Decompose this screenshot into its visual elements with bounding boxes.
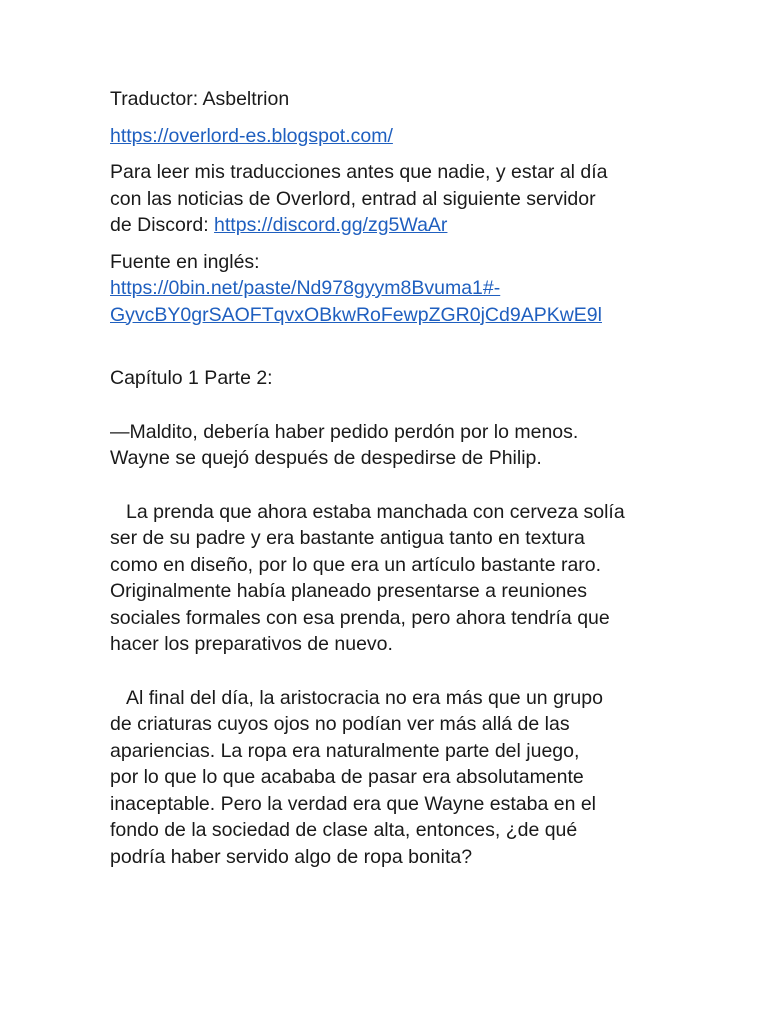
body-line: de criaturas cuyos ojos no podían ver más allá de las bbox=[110, 713, 570, 735]
blank-line bbox=[110, 355, 710, 365]
body-line: inaceptable. Pero la verdad era que Wayne estaba en el bbox=[110, 792, 597, 815]
body-paragraph-3 bbox=[110, 685, 710, 871]
body-line: —Maldito, debería haber pedido perdón por lo menos. bbox=[110, 420, 579, 443]
blank-line bbox=[110, 392, 710, 419]
body-line: podría haber servido algo de ropa bonita? bbox=[110, 845, 473, 868]
body-line: Originalmente había planeado presentarse a reuniones bbox=[110, 580, 587, 602]
blank-line bbox=[110, 658, 710, 685]
body-line: hacer los preparativos de nuevo. bbox=[110, 633, 393, 655]
body-line: sociales formales con esa prenda, pero ahora tendría que bbox=[110, 606, 610, 629]
discord-text-line bbox=[110, 212, 710, 239]
body-line: ser de su padre y era bastante antigua tanto en textura bbox=[110, 527, 585, 549]
source-label: Fuente en inglés: bbox=[110, 250, 260, 273]
source-link-line[interactable]: GyvcBY0grSAOFTqvxOBkwRoFewpZGR0jCd9APKwE9l bbox=[110, 303, 602, 326]
body-line: La prenda que ahora estaba manchada con cerveza solía bbox=[126, 500, 625, 523]
blank-line bbox=[110, 472, 710, 499]
body-line: apariencias. La ropa era naturalmente parte del juego, bbox=[110, 739, 580, 762]
blog-link-paragraph bbox=[110, 123, 710, 150]
body-line: como en diseño, por lo que era un artículo bastante raro. bbox=[110, 553, 602, 576]
discord-paragraph bbox=[110, 159, 710, 239]
body-line: por lo que lo que acababa de pasar era absolutamente bbox=[110, 766, 584, 788]
body-paragraph-2 bbox=[110, 499, 710, 658]
body-line: Al final del día, la aristocracia no era más que un grupo bbox=[126, 686, 603, 709]
discord-prefix: de Discord: bbox=[110, 214, 215, 236]
chapter-title: Capítulo 1 Parte 2: bbox=[110, 367, 273, 389]
source-paragraph bbox=[110, 249, 710, 329]
body-line: fondo de la sociedad de clase alta, entonces, ¿de qué bbox=[110, 819, 578, 841]
document-page bbox=[110, 86, 710, 870]
blog-link[interactable]: https://overlord-es.blogspot.com/ bbox=[110, 124, 393, 147]
translator-credit: Traductor: Asbeltrion bbox=[110, 88, 290, 110]
discord-text-line: con las noticias de Overlord, entrad al siguiente servidor bbox=[110, 187, 596, 210]
body-line: Wayne se quejó después de despedirse de Philip. bbox=[110, 447, 542, 469]
discord-text-line: Para leer mis traducciones antes que nadie, y estar al día bbox=[110, 161, 608, 183]
source-link-line[interactable]: https://0bin.net/paste/Nd978gyym8Bvuma1#- bbox=[110, 277, 501, 299]
body-paragraph-1 bbox=[110, 419, 710, 472]
discord-link[interactable]: https://discord.gg/zg5WaAr bbox=[214, 214, 448, 236]
blank-line bbox=[110, 328, 710, 355]
